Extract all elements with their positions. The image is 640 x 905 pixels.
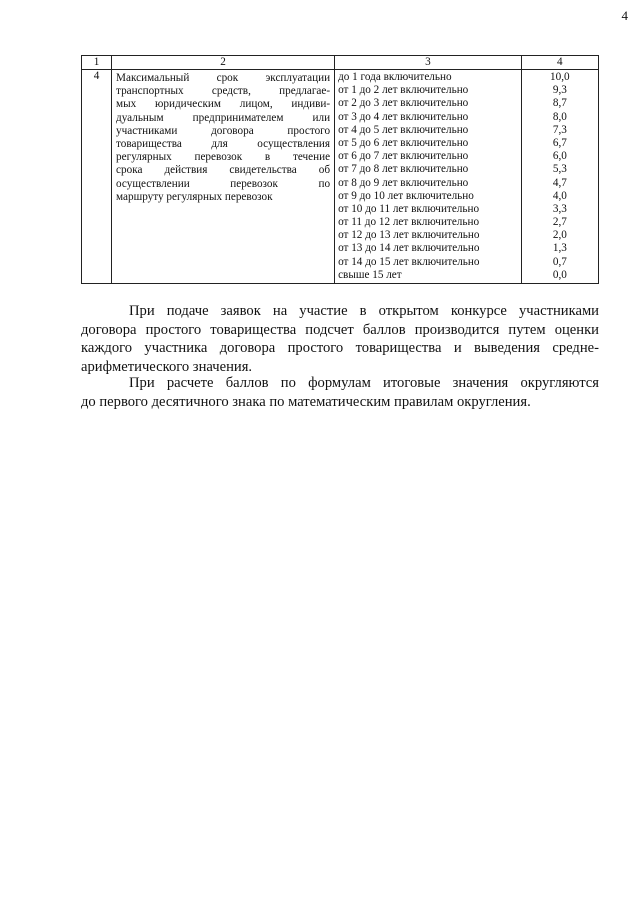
description-line: регулярных перевозок в течение	[116, 151, 331, 164]
score-value: 8,7	[552, 97, 567, 110]
score-value: 7,3	[552, 123, 567, 136]
score-value: 1,3	[552, 242, 567, 255]
criteria-table	[81, 55, 599, 284]
range-item: от 9 до 10 лет включительно	[338, 189, 474, 202]
score-value: 4,0	[552, 189, 567, 202]
score-value: 6,0	[552, 150, 567, 163]
range-item: от 14 до 15 лет включительно	[338, 255, 480, 268]
description-line: транспортных средств, предлагае-	[116, 85, 331, 98]
description-line: мых юридическим лицом, индиви-	[116, 98, 331, 111]
row-number-cell: 4	[82, 70, 112, 284]
table-row	[82, 70, 599, 284]
description-line: срока действия свидетельства об	[116, 164, 331, 177]
description-line: Максимальный срок эксплуатации	[116, 72, 331, 84]
score-value: 0,7	[552, 255, 567, 268]
score-value: 6,7	[552, 136, 567, 149]
description-line: осуществлении перевозок по	[116, 177, 331, 190]
range-item: свыше 15 лет	[338, 268, 402, 281]
header-cell-3: 3	[335, 56, 522, 70]
range-item: от 13 до 14 лет включительно	[338, 242, 480, 255]
paragraph-line: каждого участника договора простого товарищества и выведения средне-	[81, 340, 599, 356]
table-header-row	[82, 56, 599, 70]
paragraph-line: При расчете баллов по формулам итоговые значения округляются	[129, 375, 599, 391]
header-cell-2: 2	[112, 56, 335, 70]
ranges-cell	[335, 70, 522, 284]
description-line: товарищества для осуществления	[116, 138, 331, 151]
description-line: маршруту регулярных перевозок	[116, 190, 273, 203]
range-item: от 3 до 4 лет включительно	[338, 110, 469, 123]
range-item: от 4 до 5 лет включительно	[338, 123, 469, 136]
description-line: участниками договора простого	[116, 124, 331, 137]
paragraph-line: до первого десятичного знака по математическим правилам округления.	[81, 393, 531, 410]
score-value: 8,0	[552, 110, 567, 123]
range-item: от 6 до 7 лет включительно	[338, 150, 469, 163]
range-item: от 10 до 11 лет включительно	[338, 202, 480, 215]
paragraph-line: арифметического значения.	[81, 358, 253, 375]
paragraph-2	[81, 374, 599, 411]
description-line: дуальным предпринимателем или	[116, 111, 331, 124]
range-item: от 11 до 12 лет включительно	[338, 216, 480, 229]
values-cell	[521, 70, 598, 284]
header-cell-4: 4	[521, 56, 598, 70]
range-item: от 5 до 6 лет включительно	[338, 136, 469, 149]
score-value: 10,0	[550, 71, 570, 83]
paragraph-1	[81, 302, 599, 376]
score-value: 4,7	[552, 176, 567, 189]
range-item: от 8 до 9 лет включительно	[338, 176, 469, 189]
score-value: 0,0	[552, 268, 567, 281]
score-value: 2,0	[552, 229, 567, 242]
range-item: от 1 до 2 лет включительно	[338, 84, 469, 97]
range-item: от 7 до 8 лет включительно	[338, 163, 469, 176]
range-item: от 2 до 3 лет включительно	[338, 97, 469, 110]
paragraph-line: договора простого товарищества подсчет баллов производится путем оценки	[81, 321, 599, 338]
score-value: 5,3	[552, 163, 567, 176]
header-cell-1: 1	[82, 56, 112, 70]
description-cell	[112, 70, 335, 284]
range-item: от 12 до 13 лет включительно	[338, 229, 480, 242]
range-item: до 1 года включительно	[338, 71, 452, 83]
paragraph-line: При подаче заявок на участие в открытом конкурсе участниками	[129, 303, 599, 319]
score-value: 9,3	[552, 84, 567, 97]
page-number: 4	[621, 8, 628, 23]
score-value: 2,7	[552, 216, 567, 229]
score-value: 3,3	[552, 202, 567, 215]
